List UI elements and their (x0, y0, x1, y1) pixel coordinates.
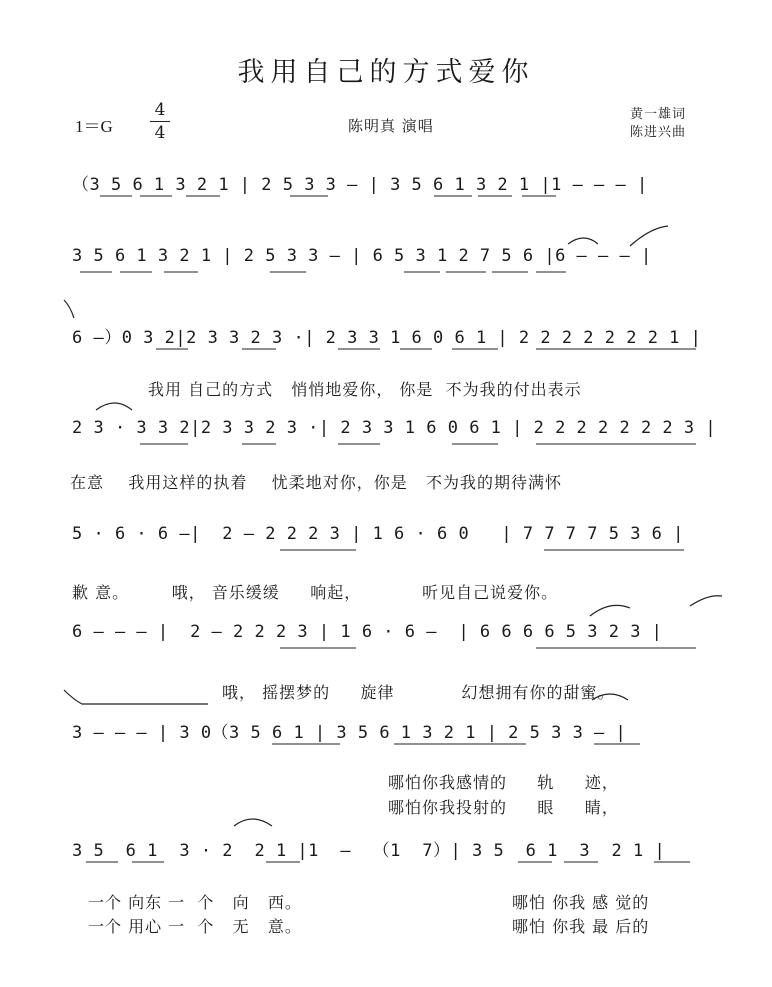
lyric-text-5b: 哪怕你我投射的 眼 睛， (388, 798, 619, 817)
slur-tie (630, 226, 668, 246)
slur-tie (234, 819, 272, 826)
singer-credit: 陈明真 演唱 (348, 117, 434, 135)
lyric-text-6c: 哪怕 你我 感 觉的 (512, 893, 650, 912)
notes-line-6: 6 — — — | 2 — 2 2 2 3 | 1 6 · 6 — | 6 6 6 6 5 3 2 3 | (72, 622, 663, 642)
time-bottom: 4 (154, 123, 166, 143)
notes-line-2: 3 5 6 1 3 2 1 | 2 5 3 3 — | 6 5 3 1 2 7 5 6 |6 — — — | (72, 246, 652, 266)
lyric-text-6a: 一个 向东 一 个 向 西。 (88, 893, 302, 912)
time-top: 4 (154, 100, 166, 120)
notes-line-1: （3 5 6 1 3 2 1 | 2 5 3 3 — | 3 5 6 1 3 2 1 |1 — — — | (72, 175, 648, 195)
slur-tie (64, 300, 74, 318)
notes-line-8: 3 5 6 1 3 · 2 2 1 |1 — （1 7）| 3 5 6 1 3 2 1 | (72, 841, 666, 861)
lyric-text-1: 我用 自己的方式 悄悄地爱你， 你是 不为我的付出表示 (148, 380, 582, 399)
lyric-text-3: 歉 意。 哦， 音乐缓缓 响起， 听见自己说爱你。 (72, 583, 559, 602)
notes-line-7: 3 — — — | 3 0（3 5 6 1 | 3 5 6 1 3 2 1 | 2 5 3 3 — | (72, 723, 627, 743)
slur-tie (690, 596, 722, 606)
slur-tie (96, 403, 132, 410)
composer: 陈进兴曲 (630, 125, 687, 140)
lyric-text-5a: 哪怕你我感情的 轨 迹， (388, 773, 619, 792)
lyricist: 黄一雄词 (630, 107, 687, 122)
lyric-text-2: 在意 我用这样的执着 忧柔地对你，你是 不为我的期待满怀 (70, 473, 562, 492)
slur-tie (590, 605, 630, 616)
key-signature: 1＝G (75, 117, 113, 136)
slur-tie (592, 694, 628, 700)
lyric-text-4: 哦， 摇摆梦的 旋律 幻想拥有你的甜蜜。 (222, 683, 615, 702)
song-title: 我用自己的方式爱你 (237, 57, 535, 88)
slur-tie (568, 238, 598, 244)
slur-tie (64, 690, 208, 704)
notes-line-3: 6 —）0 3 2|2 3 3 2 3 ·| 2 3 3 1 6 0 6 1 | 2 2 2 2 2 2 2 1 | (72, 328, 702, 348)
notes-line-5: 5 · 6 · 6 —| 2 — 2 2 2 3 | 1 6 · 6 0 | 7 7 7 7 5 3 6 | (72, 524, 684, 544)
lyric-text-6b: 一个 用心 一 个 无 意。 (88, 917, 302, 936)
notes-line-4: 2 3 · 3 3 2|2 3 3 2 3 ·| 2 3 3 1 6 0 6 1 | 2 2 2 2 2 2 2 3 | (72, 418, 717, 438)
lyric-text-6d: 哪怕 你我 最 后的 (512, 917, 650, 936)
